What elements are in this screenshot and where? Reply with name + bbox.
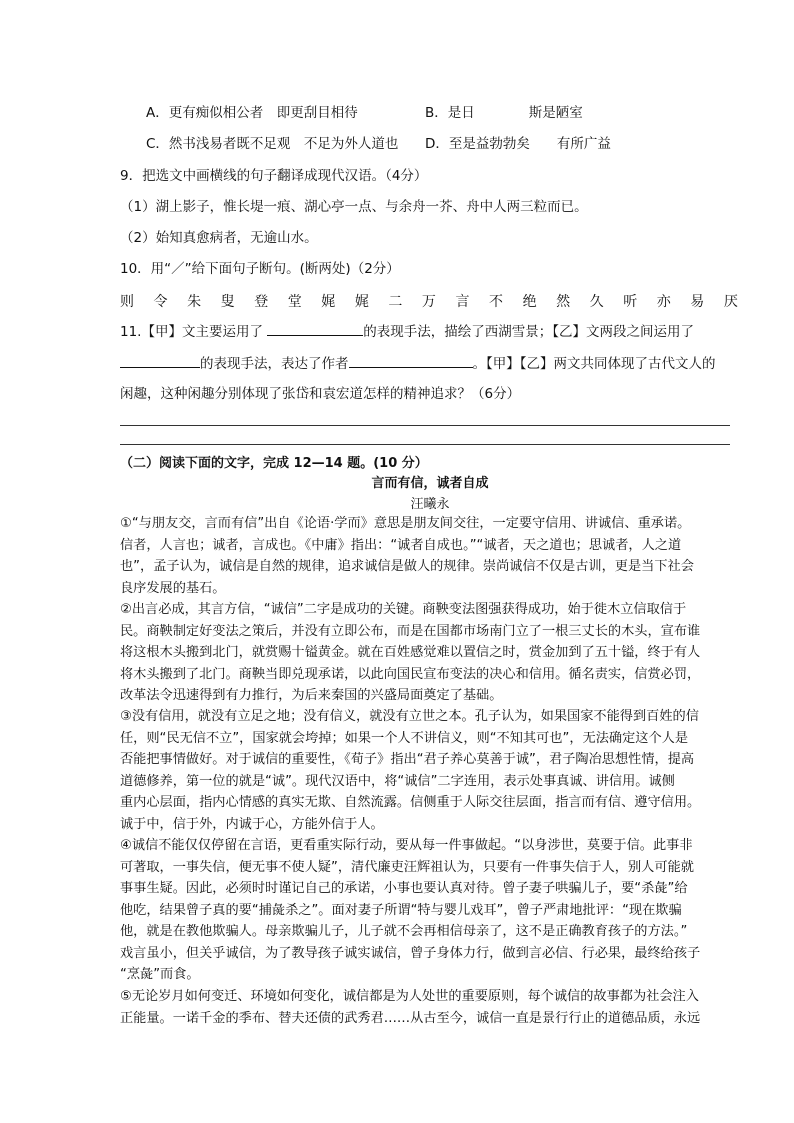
q10-char: 登 [254,294,269,310]
answer-line-2[interactable] [120,444,730,445]
q11-line-1 [120,321,694,342]
para-line: 民。商鞅制定好变法之策后，并没有立即公布，而是在国都市场南门立了一根三丈长的木头，宣布谁 [120,623,701,639]
para-line: 任，则“民无信不立”，国家就会垮掉；如果一个人不讲信义，则“不知其可也”，无法确定这个人是 [120,730,689,746]
option-b: B．是日 斯是陋室 [425,105,583,121]
q10-char: 厌 [723,294,738,310]
q11-blank-3[interactable] [349,353,473,368]
section-heading: （二）阅读下面的文字，完成 12—14 题。(10 分） [120,456,428,471]
para-line: ③没有信用，就没有立足之地；没有信义，就没有立世之本。孔子认为，如果国家不能得到百姓的信 [120,709,699,724]
para-line: ⑤无论岁月如何变迁、环境如何变化，诚信都是为人处世的重要原则，每个诚信的故事都为社会注入 [120,989,699,1004]
para-line: 他吃，结果曾子真的要“捕彘杀之”。面对妻子所谓“特与婴儿戏耳”，曾子严肃地批评：“现在欺骗 [120,902,682,918]
q11-text-2a: 的表现手法，表达了作者 [200,356,349,372]
para-line: 将这根木头搬到北门，就赏赐十镒黄金。就在百姓感觉难以置信之时，赏金加到了五十镒，终于有人 [120,645,701,660]
article-paragraph-5 [120,986,740,1029]
q9-sentence-1: （1）湖上影子，惟长堤一痕、湖心亭一点、与余舟一芥、舟中人两三粒而已。 [120,199,588,215]
article-title: 言而有信，诚者自成 [371,476,489,491]
para-line: 他，就是在教他欺骗人。母亲欺骗儿子，儿子就不会再相信母亲了，这不是正确教育孩子的方法。” [120,924,688,939]
para-line: 正能量。一诺千金的季布、替夫还债的武秀君……从古至今，诚信一直是景行行止的道德品质，永远 [120,1010,701,1026]
para-line: 将木头搬到了北门。商鞅当即兑现承诺，以此向国民宣布变法的决心和信用。循名责实，信赏必罚， [120,666,701,682]
article-paragraph-2 [120,599,740,707]
q10-char: 然 [556,294,571,310]
q10-title: 10．用“／”给下面句子断句。(断两处)（2分） [120,261,400,277]
para-line: “烹彘”而食。 [120,967,200,982]
q10-char: 绝 [522,294,537,310]
q10-char: 易 [690,294,705,310]
q10-char: 亦 [656,294,671,310]
q9-title: 9．把选文中画横线的句子翻译成现代汉语。（4分） [120,168,428,184]
para-line: 改革法令迅速得到有力推行，为后来秦国的兴盛局面奠定了基础。 [120,688,503,703]
answer-line-1[interactable] [120,425,730,426]
q11-text-1a: 11.【甲】文主要运用了 [120,324,268,340]
para-line: 重内心层面，指内心情感的真实无欺、自然流露。信侧重于人际交往层面，指言而有信、遵守信用。 [120,795,701,810]
q10-char: 娓 [321,294,336,310]
q11-text-2b: 。【甲】【乙】两文共同体现了古代文人的 [472,356,716,372]
para-line: 可著取，一事失信，便无事不使人疑”，清代廉吏汪辉祖认为，只要有一件事失信于人，别人可能就 [120,859,694,875]
article-paragraph-4 [120,835,740,986]
para-line: 诚于中，信于外，内诚于心，方能外信于人。 [120,816,384,832]
q10-char: 叟 [220,294,235,310]
q10-char: 娓 [354,294,369,310]
q10-char: 不 [489,294,504,310]
para-line: 良序发展的基石。 [120,580,226,596]
article-paragraph-1 [120,513,740,599]
para-line: ②出言必成，其言方信，“诚信”二字是成功的关键。商鞅变法图强获得成功，始于徙木立信取信于 [120,602,687,617]
article-paragraph-3 [120,706,740,835]
para-line: 道德修养，第一位的就是“诚”。现代汉语中，将“诚信”二字连用，表示处事真诚、讲信用。诚侧 [120,773,675,789]
q10-char: 则 [120,294,134,310]
para-line: 否能把事情做好。对于诚信的重要性，《荀子》指出“君子养心莫善于诚”，君子陶冶思想性情，提高 [120,752,695,767]
q10-char: 朱 [187,294,202,310]
para-line: 戏言虽小，但关乎诚信，为了教导孩子诚实诚信，曾子身体力行，做到言必信、行必果，最终给孩子 [120,945,701,961]
option-d: D．至是益勃勃矣 有所广益 [425,136,611,152]
q10-char: 听 [623,294,638,310]
para-line: ①“与朋友交，言而有信”出自《论语·学而》意思是朋友间交往，一定要守信用、讲诚信、重承诺。 [120,516,691,531]
option-c: C．然书浅易者既不足观 不足为外人道也 [146,136,399,152]
q10-char-row [120,291,738,311]
q10-char: 久 [589,294,604,310]
q10-char: 堂 [287,294,302,310]
option-a: A．更有痴似相公者 即更刮目相待 [146,105,358,121]
para-line: 信者，人言也；诚者，言成也。《中庸》指出：“诚者自成也。”“诚者，天之道也；思诚者，人之道 [120,537,682,553]
q11-blank-2[interactable] [120,353,200,368]
para-line: 也”，孟子认为，诚信是自然的规律，追求诚信是做人的规律。崇尚诚信不仅是古训，更是当下社会 [120,559,694,574]
para-line: 事事生疑。因此，必须时时谨记自己的承诺，小事也要认真对待。曾子妻子哄骗儿子，要“杀彘”给 [120,881,688,896]
q11-line-2 [120,353,716,374]
para-line: ④诚信不能仅仅停留在言语，更看重实际行动，要从每一件事做起。“以身涉世，莫要于信。此事非 [120,838,693,853]
q10-char: 万 [421,294,436,310]
q10-char: 言 [455,294,470,310]
q11-blank-1[interactable] [267,321,363,336]
q9-sentence-2: （2）始知真愈病者，无逾山水。 [120,230,318,246]
q10-char: 令 [153,294,168,310]
q10-char: 二 [388,294,403,310]
q11-text-1b: 的表现手法，描绘了西湖雪景；【乙】文两段之间运用了 [363,324,695,340]
article-author: 汪曦永 [410,497,450,512]
q11-line-3: 闲趣，这种闲趣分别体现了张岱和袁宏道怎样的精神追求？（6分） [120,386,521,402]
